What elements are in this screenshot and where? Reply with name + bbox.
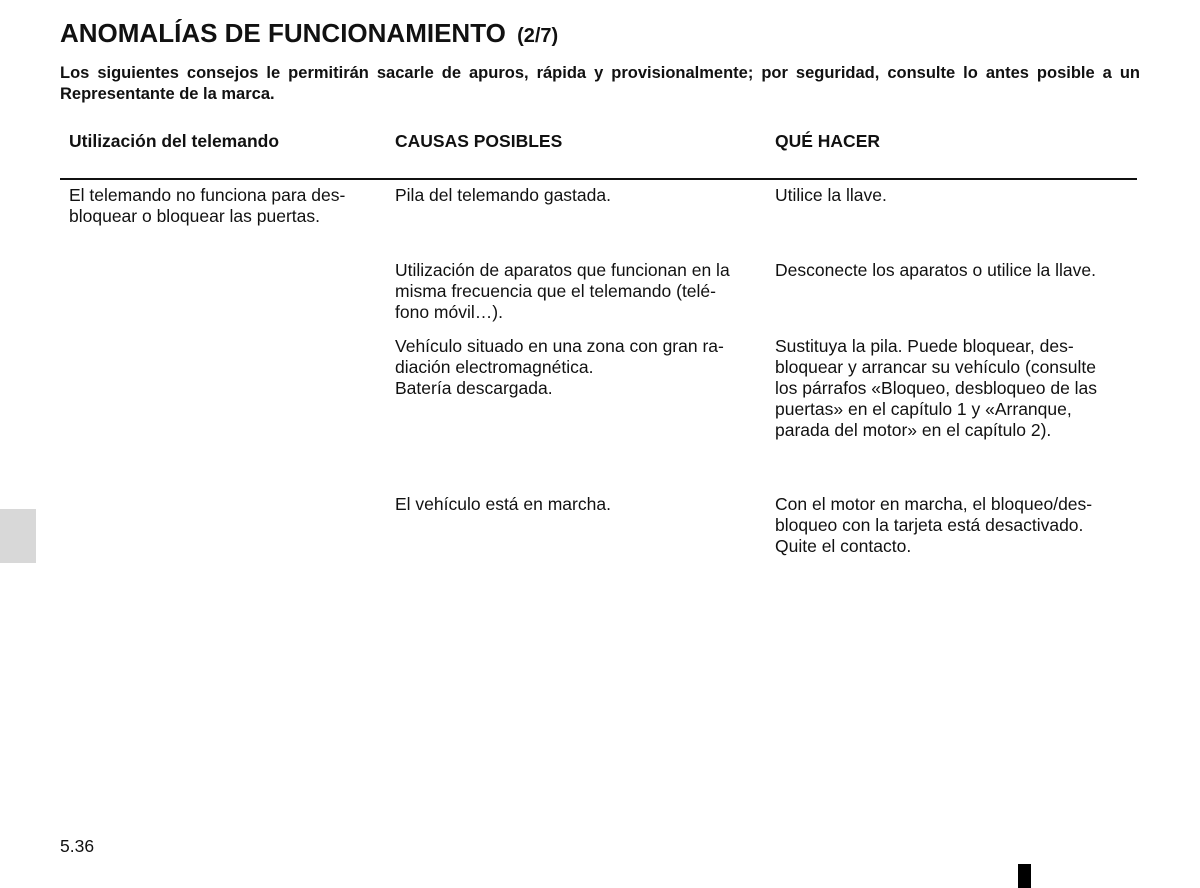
column-header-usage: Utilización del telemando (69, 131, 280, 151)
action-cell (775, 260, 1129, 281)
header-rule (60, 178, 1137, 180)
symptom-line: bloquear o bloquear las puertas. (69, 206, 321, 226)
action-line: bloquear y arrancar su vehículo (consulte (775, 357, 1097, 377)
page-title (60, 18, 558, 49)
action-line: puertas» en el capítulo 1 y «Arranque, (775, 399, 1072, 419)
symptom-line: El telemando no funciona para des- (69, 185, 346, 205)
column-header-actions: QUÉ HACER (775, 131, 881, 151)
page-indicator: (2/7) (517, 25, 559, 47)
action-cell (775, 494, 1129, 557)
cause-line: El vehículo está en marcha. (395, 494, 611, 514)
action-line: los párrafos «Bloqueo, desbloqueo de las (775, 378, 1098, 398)
action-line: Sustituya la pila. Puede bloquear, des- (775, 336, 1074, 356)
cause-line: diación electromagnética. (395, 357, 594, 377)
cause-line: fono móvil…). (395, 302, 503, 322)
cause-line: Batería descargada. (395, 378, 553, 398)
action-line: bloqueo con la tarjeta está desactivado. (775, 515, 1084, 535)
action-cell (775, 336, 1129, 441)
symptom-cell (69, 185, 378, 227)
cause-cell (395, 336, 759, 399)
action-line: Desconecte los aparatos o utilice la llave. (775, 260, 1097, 280)
cause-cell (395, 185, 759, 206)
page-corner-mark (1018, 864, 1031, 888)
action-line: Utilice la llave. (775, 185, 887, 205)
cause-cell (395, 260, 759, 323)
chapter-side-tab (0, 509, 36, 563)
intro-paragraph: Los siguientes consejos le permitirán sacarle de apuros, rápida y provisionalmente; por seguridad, consulte lo antes posible a un Representante de la marca. (60, 64, 1140, 103)
cause-line: Vehículo situado en una zona con gran ra- (395, 336, 724, 356)
column-header-causes: CAUSAS POSIBLES (395, 131, 563, 151)
action-cell (775, 185, 1129, 206)
cause-cell (395, 494, 759, 515)
cause-line: Utilización de aparatos que funcionan en la (395, 260, 730, 280)
page-number: 5.36 (60, 836, 95, 856)
cause-line: Pila del telemando gastada. (395, 185, 611, 205)
action-line: Quite el contacto. (775, 536, 912, 556)
cause-line: misma frecuencia que el telemando (telé- (395, 281, 716, 301)
action-line: Con el motor en marcha, el bloqueo/des- (775, 494, 1093, 514)
action-line: parada del motor» en el capítulo 2). (775, 420, 1052, 440)
title-text: ANOMALÍAS DE FUNCIONAMIENTO (60, 18, 506, 48)
